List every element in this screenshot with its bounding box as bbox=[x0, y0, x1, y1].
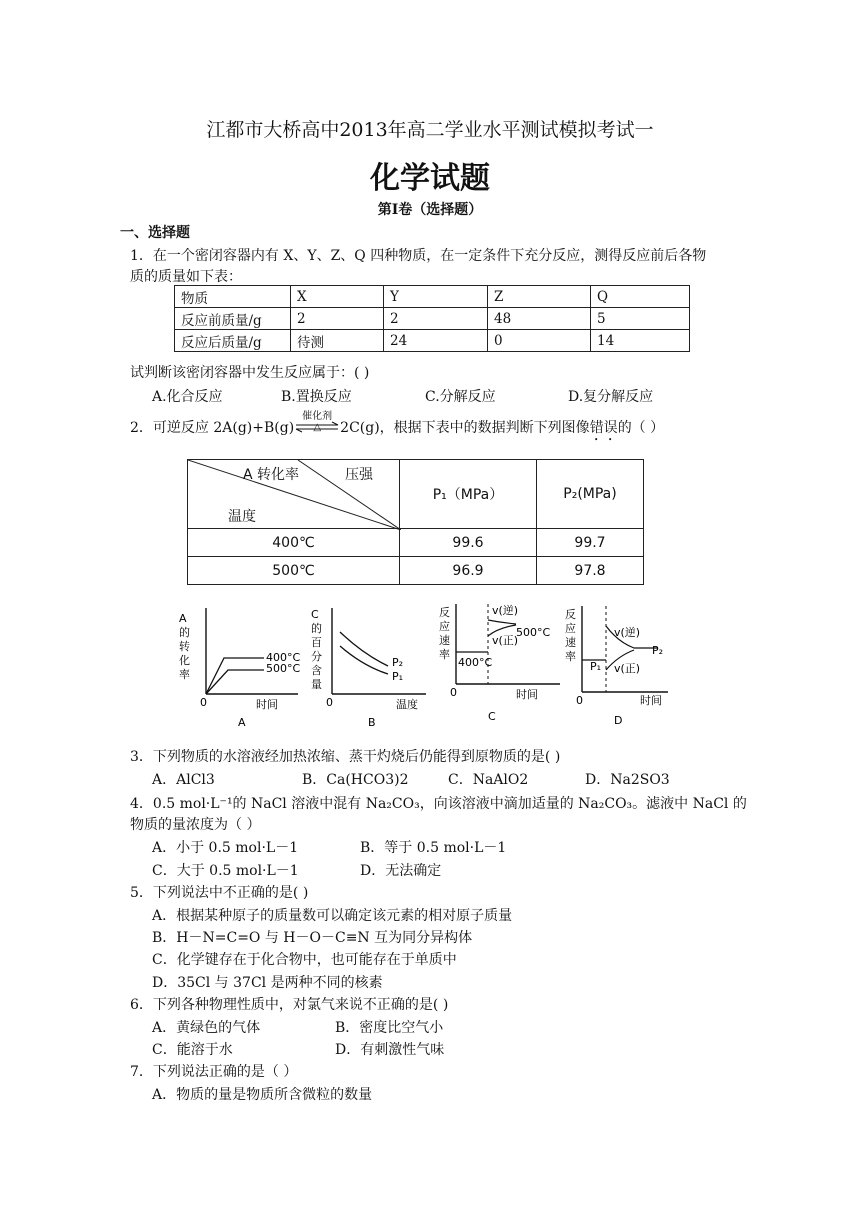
graph-b-ylabel-5: 含 bbox=[311, 664, 322, 677]
q6-option-c: C．能溶于水 bbox=[152, 1042, 233, 1058]
q1-mass-table bbox=[174, 285, 690, 352]
q3-option-a: A．AlCl3 bbox=[152, 772, 215, 788]
graph-d-ylabel-4: 率 bbox=[565, 650, 576, 663]
p1-header: P₁（MPa） bbox=[400, 460, 537, 529]
table-row bbox=[188, 460, 644, 529]
graph-c-label-500: 500°C bbox=[516, 626, 551, 639]
table-cell: 99.7 bbox=[537, 529, 644, 557]
q4-option-b: B．等于 0.5 mol·L－1 bbox=[360, 840, 507, 856]
graph-c bbox=[436, 602, 566, 730]
school-title: 江都市大桥高中2013年高二学业水平测试模拟考试一 bbox=[206, 119, 654, 141]
graph-b-ylabel: C bbox=[311, 608, 319, 621]
q4-stem-line2: 物质的量浓度为（ ） bbox=[130, 817, 261, 833]
table-row bbox=[188, 557, 644, 585]
graph-c-v-reverse: v(逆) bbox=[492, 604, 519, 617]
table-row bbox=[175, 286, 690, 308]
graph-b bbox=[308, 602, 433, 730]
q1-stem-line1: 1．在一个密闭容器内有 X、Y、Z、Q 四种物质，在一定条件下充分反应，测得反应前后各物 bbox=[130, 248, 707, 264]
corner-c-label: 温度 bbox=[228, 509, 256, 525]
table-cell: 14 bbox=[591, 330, 690, 352]
table-row bbox=[188, 529, 644, 557]
q3-stem: 3．下列物质的水溶液经加热浓缩、蒸干灼烧后仍能得到原物质的是( ) bbox=[130, 749, 561, 765]
corner-a-label: A 转化率 bbox=[243, 467, 300, 483]
table-cell: Q bbox=[591, 286, 690, 308]
q5-option-d: D．35Cl 与 37Cl 是两种不同的核素 bbox=[152, 975, 383, 991]
graph-b-curve-p1: P₁ bbox=[392, 670, 404, 683]
graph-c-letter: C bbox=[488, 710, 496, 723]
graph-a-curve-500: 500°C bbox=[266, 662, 301, 675]
table-cell: 5 bbox=[591, 308, 690, 330]
graph-c-v-forward: v(正) bbox=[492, 634, 519, 647]
q5-option-a: A．根据某种原子的质量数可以确定该元素的相对原子质量 bbox=[152, 908, 513, 924]
graph-c-ylabel-3: 速 bbox=[439, 634, 450, 647]
graph-d-v-forward: v(正) bbox=[614, 662, 641, 675]
table-row bbox=[175, 308, 690, 330]
graph-a-curve-400: 400°C bbox=[266, 651, 301, 664]
table-cell: 500℃ bbox=[188, 557, 400, 585]
graph-a-ylabel-5: 率 bbox=[179, 668, 190, 681]
q5-option-c: C．化学键存在于化合物中，也可能存在于单质中 bbox=[152, 952, 457, 968]
q7-option-a: A．物质的量是物质所含微粒的数量 bbox=[152, 1087, 373, 1103]
graph-a-xlabel: 时间 bbox=[256, 698, 278, 711]
q2-emphasis: 错误 bbox=[589, 420, 618, 436]
table-cell: 待测 bbox=[291, 330, 384, 352]
graph-d-v-reverse: v(逆) bbox=[614, 626, 641, 639]
q3-option-b: B．Ca(HCO3)2 bbox=[302, 772, 409, 788]
graph-d-ylabel-3: 速 bbox=[565, 636, 576, 649]
reversible-arrow bbox=[294, 411, 340, 436]
graph-c-origin: 0 bbox=[450, 686, 457, 699]
q1-option-c: C.分解反应 bbox=[425, 389, 496, 405]
graph-b-curve-p2: P₂ bbox=[392, 656, 404, 669]
q2-conversion-table bbox=[187, 459, 644, 585]
table-cell: 物质 bbox=[175, 286, 291, 308]
q5-stem: 5．下列说法中不正确的是( ) bbox=[130, 885, 309, 901]
q1-option-a: A.化合反应 bbox=[152, 389, 223, 405]
table-cell: 2 bbox=[384, 308, 488, 330]
graph-a-ylabel-2: 的 bbox=[179, 626, 190, 639]
table-cell: 97.8 bbox=[537, 557, 644, 585]
q4-option-a: A．小于 0.5 mol·L－1 bbox=[152, 840, 299, 856]
graph-d-p1: P₁ bbox=[590, 660, 602, 673]
subject-title: 化学试题 bbox=[370, 161, 490, 196]
q6-stem: 6．下列各种物理性质中，对氯气来说不正确的是( ) bbox=[130, 997, 449, 1013]
graph-b-ylabel-6: 量 bbox=[311, 678, 322, 691]
graph-b-letter: B bbox=[368, 716, 376, 729]
q4-option-c: C．大于 0.5 mol·L－1 bbox=[152, 863, 299, 879]
graph-b-origin: 0 bbox=[326, 696, 333, 709]
q5-option-b: B．H－N=C=O 与 H－O－C≡N 互为同分异构体 bbox=[152, 930, 473, 946]
diagonal-header-cell bbox=[188, 460, 400, 529]
p2-header: P₂(MPa) bbox=[537, 460, 644, 529]
table-cell: 反应后质量/g bbox=[175, 330, 291, 352]
graph-d-p2: P₂ bbox=[652, 644, 664, 657]
table-cell: 反应前质量/g bbox=[175, 308, 291, 330]
q1-option-b: B.置换反应 bbox=[281, 389, 352, 405]
table-cell: 48 bbox=[488, 308, 591, 330]
q2-stem bbox=[130, 411, 665, 444]
graph-c-ylabel-2: 应 bbox=[439, 620, 450, 633]
table-cell: Z bbox=[488, 286, 591, 308]
graph-c-xlabel: 时间 bbox=[516, 688, 538, 701]
table-cell: 96.9 bbox=[400, 557, 537, 585]
graph-a-ylabel: A bbox=[179, 612, 187, 625]
graph-a-letter: A bbox=[238, 716, 246, 729]
heat-symbol: △ bbox=[313, 422, 322, 433]
graph-a-ylabel-3: 转 bbox=[179, 640, 190, 653]
graph-c-ylabel-4: 率 bbox=[439, 648, 450, 661]
table-cell: 400℃ bbox=[188, 529, 400, 557]
table-cell: Y bbox=[384, 286, 488, 308]
q1-question: 试判断该密闭容器中发生反应属于：( ) bbox=[130, 365, 370, 381]
graph-d bbox=[562, 602, 682, 730]
q7-stem: 7．下列说法正确的是（ ） bbox=[130, 1064, 298, 1080]
table-cell: 0 bbox=[488, 330, 591, 352]
graph-d-xlabel: 时间 bbox=[640, 694, 662, 707]
graph-b-ylabel-3: 百 bbox=[311, 636, 322, 649]
graph-d-ylabel: 反 bbox=[565, 608, 576, 621]
graph-d-ylabel-2: 应 bbox=[565, 622, 576, 635]
table-row bbox=[175, 330, 690, 352]
q6-option-d: D．有刺激性气味 bbox=[335, 1042, 445, 1058]
q6-option-b: B．密度比空气小 bbox=[335, 1020, 444, 1036]
graph-c-label-400: 400°C bbox=[458, 656, 493, 669]
q6-option-a: A．黄绿色的气体 bbox=[152, 1020, 261, 1036]
volume-title: 第Ⅰ卷（选择题） bbox=[377, 202, 483, 218]
q2-stem-end: 的（ ） bbox=[617, 420, 665, 436]
section-heading: 一、选择题 bbox=[120, 225, 190, 241]
catalyst-label: 催化剂 bbox=[302, 411, 333, 422]
graph-b-ylabel-2: 的 bbox=[311, 622, 322, 635]
q3-option-d: D．Na2SO3 bbox=[585, 772, 670, 788]
graph-c-ylabel: 反 bbox=[439, 606, 450, 619]
table-cell: 24 bbox=[384, 330, 488, 352]
table-cell: 99.6 bbox=[400, 529, 537, 557]
q1-option-d: D.复分解反应 bbox=[568, 389, 654, 405]
table-cell: X bbox=[291, 286, 384, 308]
table-cell: 2 bbox=[291, 308, 384, 330]
q2-stem-prefix: 2．可逆反应 2A(g)+B(g) bbox=[130, 420, 295, 436]
graph-a-ylabel-4: 化 bbox=[179, 654, 190, 667]
q4-stem-line1: 4．0.5 mol·L⁻¹的 NaCl 溶液中混有 Na₂CO₃，向该溶液中滴加适量的 Na₂CO₃。滤液中 NaCl 的 bbox=[130, 796, 747, 812]
graph-a bbox=[176, 602, 306, 730]
corner-b-label: 压强 bbox=[345, 467, 373, 483]
graph-a-origin: 0 bbox=[200, 696, 207, 709]
q4-option-d: D．无法确定 bbox=[360, 863, 442, 879]
graph-d-origin: 0 bbox=[576, 694, 583, 707]
q1-stem-line2: 质的质量如下表： bbox=[130, 269, 242, 285]
q2-stem-suffix: 2C(g)，根据下表中的数据判断下列图像 bbox=[340, 420, 590, 436]
graph-b-xlabel: 温度 bbox=[396, 698, 418, 711]
q3-option-c: C．NaAlO2 bbox=[448, 772, 529, 788]
graph-d-letter: D bbox=[614, 714, 623, 727]
graph-b-ylabel-4: 分 bbox=[311, 650, 322, 663]
